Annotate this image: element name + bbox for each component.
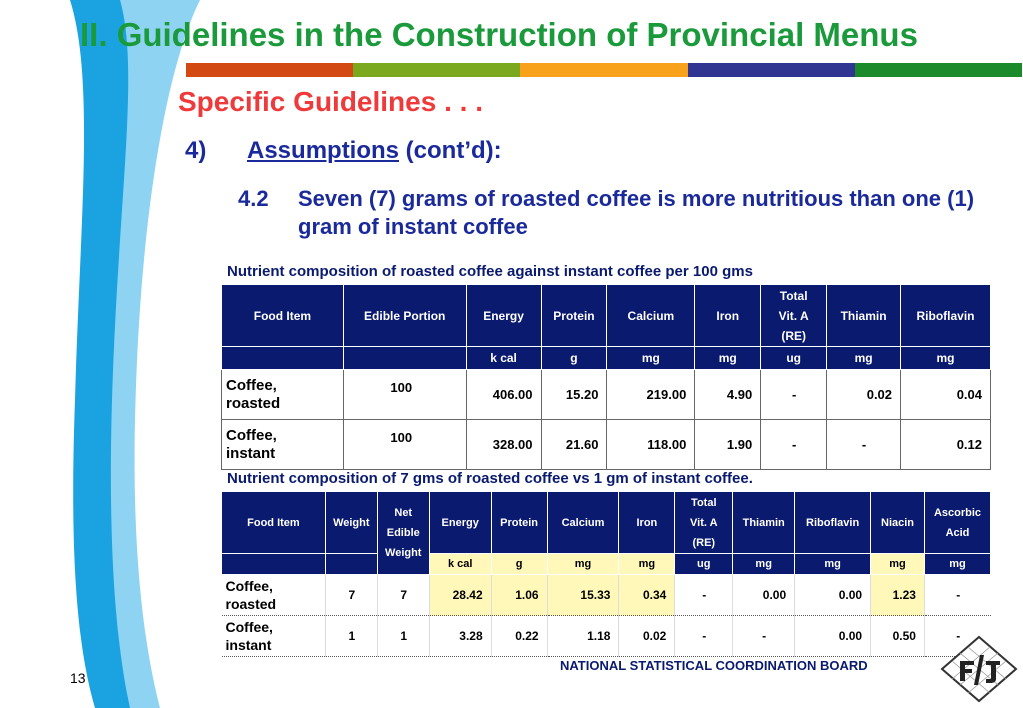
point-heading <box>185 137 502 165</box>
header-food-item: Food Item <box>222 285 344 347</box>
unit-thiamin: mg <box>827 347 901 370</box>
edible-cell: 100 <box>343 370 466 420</box>
thiamin-cell: - <box>733 616 795 657</box>
header-protein: Protein <box>491 492 547 554</box>
sub-point-text: Seven (7) grams of roasted coffee is more nutritious than one (1) gram of instant coffee <box>298 186 975 239</box>
calcium-cell: 15.33 <box>547 575 619 616</box>
food-line2: roasted <box>225 596 277 612</box>
header-food-item: Food Item <box>222 492 326 554</box>
food-line1: Coffee, <box>225 578 273 594</box>
color-bar <box>855 63 1022 77</box>
protein-cell: 0.22 <box>491 616 547 657</box>
energy-cell: 328.00 <box>466 420 541 470</box>
calcium-cell: 118.00 <box>607 420 695 470</box>
header-ascorbic-acid <box>924 492 990 554</box>
point-label: Assumptions <box>247 137 400 164</box>
calcium-cell: 219.00 <box>607 370 695 420</box>
title-text: Guidelines in the Construction of Provincial Menus <box>116 16 918 53</box>
iron-cell: 1.90 <box>695 420 761 470</box>
iron-cell: 4.90 <box>695 370 761 420</box>
table1-caption: Nutrient composition of roasted coffee against instant coffee per 100 gms <box>227 263 753 280</box>
food-line1: Coffee, <box>226 376 277 394</box>
iron-cell: 0.02 <box>619 616 675 657</box>
food-item-cell <box>222 575 326 616</box>
nscb-logo-icon <box>940 635 1018 703</box>
food-item-cell <box>222 370 344 420</box>
slide-title <box>80 16 918 54</box>
header-edible-portion: Edible Portion <box>343 285 466 347</box>
footer-organization: NATIONAL STATISTICAL COORDINATION BOARD <box>560 658 868 673</box>
niacin-cell: 0.50 <box>871 616 925 657</box>
color-bar-strip <box>186 63 1022 77</box>
slide-subtitle: Specific Guidelines . . . <box>178 86 483 117</box>
iron-cell: 0.34 <box>619 575 675 616</box>
header-energy: Energy <box>429 492 491 554</box>
unit-niacin: mg <box>871 554 925 575</box>
color-bar <box>688 63 855 77</box>
units-empty <box>343 347 466 370</box>
header-protein: Protein <box>541 285 607 347</box>
thiamin-cell: 0.02 <box>827 370 901 420</box>
header-net-line1: Net <box>394 507 413 519</box>
title-number: II. <box>80 16 108 53</box>
units-empty <box>222 347 344 370</box>
unit-protein: g <box>541 347 607 370</box>
unit-riboflavin: mg <box>901 347 991 370</box>
units-empty <box>325 554 377 575</box>
riboflavin-cell: 0.00 <box>795 616 871 657</box>
page-number: 13 <box>70 670 86 686</box>
color-bar <box>186 63 353 77</box>
header-riboflavin: Riboflavin <box>901 285 991 347</box>
unit-vit-a: ug <box>761 347 827 370</box>
protein-cell: 15.20 <box>541 370 607 420</box>
energy-cell: 406.00 <box>466 370 541 420</box>
riboflavin-cell: 0.12 <box>901 420 991 470</box>
protein-cell: 1.06 <box>491 575 547 616</box>
food-item-cell <box>222 616 326 657</box>
table-row <box>222 370 991 420</box>
header-calcium: Calcium <box>547 492 619 554</box>
niacin-cell: 1.23 <box>871 575 925 616</box>
color-bar <box>353 63 520 77</box>
header-iron: Iron <box>695 285 761 347</box>
weight-cell: 1 <box>325 616 377 657</box>
thiamin-cell: - <box>827 420 901 470</box>
ascorbic-cell: - <box>924 575 990 616</box>
header-net-edible-weight <box>377 492 429 575</box>
header-asc-line1: Ascorbic <box>933 506 982 519</box>
header-total-line1: Total <box>691 496 717 509</box>
food-line2: instant <box>226 444 276 462</box>
food-item-cell <box>222 420 344 470</box>
header-thiamin: Thiamin <box>827 285 901 347</box>
unit-iron: mg <box>619 554 675 575</box>
units-empty <box>222 554 326 575</box>
vit-a-cell: - <box>761 370 827 420</box>
sub-point-number: 4.2 <box>238 186 269 211</box>
header-total-line3: (RE) <box>692 536 716 549</box>
header-net-line3: Weight <box>385 547 422 559</box>
unit-riboflavin: mg <box>795 554 871 575</box>
energy-cell: 3.28 <box>429 616 491 657</box>
point-number: 4) <box>185 137 207 164</box>
header-weight: Weight <box>325 492 377 554</box>
thiamin-cell: 0.00 <box>733 575 795 616</box>
unit-ascorbic: mg <box>924 554 990 575</box>
table-row <box>222 575 991 616</box>
net-weight-cell: 1 <box>377 616 429 657</box>
header-energy: Energy <box>466 285 541 347</box>
header-total-line1: Total <box>779 288 808 303</box>
unit-iron: mg <box>695 347 761 370</box>
riboflavin-cell: 0.04 <box>901 370 991 420</box>
header-total-line2: Vit. A <box>690 516 718 529</box>
header-asc-line2: Acid <box>945 526 970 539</box>
header-net-line2: Edible <box>386 527 420 539</box>
header-riboflavin: Riboflavin <box>795 492 871 554</box>
header-total-line3: (RE) <box>781 328 806 343</box>
table2-caption: Nutrient composition of 7 gms of roasted coffee vs 1 gm of instant coffee. <box>227 470 753 487</box>
weight-cell: 7 <box>325 575 377 616</box>
header-thiamin: Thiamin <box>733 492 795 554</box>
table-row <box>222 420 991 470</box>
unit-thiamin: mg <box>733 554 795 575</box>
table-row <box>222 616 991 657</box>
color-bar <box>520 63 687 77</box>
header-niacin: Niacin <box>871 492 925 554</box>
point-suffix: (cont’d): <box>399 137 502 164</box>
edible-cell: 100 <box>343 420 466 470</box>
vit-a-cell: - <box>675 616 733 657</box>
unit-protein: g <box>491 554 547 575</box>
header-total-vit-a <box>761 285 827 347</box>
table-roasted-vs-instant-100g <box>221 284 991 470</box>
net-weight-cell: 7 <box>377 575 429 616</box>
food-line2: instant <box>225 637 272 653</box>
food-line2: roasted <box>226 394 281 412</box>
unit-vit-a: ug <box>675 554 733 575</box>
vit-a-cell: - <box>675 575 733 616</box>
food-line1: Coffee, <box>226 426 277 444</box>
header-calcium: Calcium <box>607 285 695 347</box>
riboflavin-cell: 0.00 <box>795 575 871 616</box>
header-iron: Iron <box>619 492 675 554</box>
energy-cell: 28.42 <box>429 575 491 616</box>
unit-calcium: mg <box>607 347 695 370</box>
table-7g-roasted-vs-1g-instant <box>221 491 991 657</box>
vit-a-cell: - <box>761 420 827 470</box>
protein-cell: 21.60 <box>541 420 607 470</box>
unit-energy: k cal <box>429 554 491 575</box>
header-total-vit-a <box>675 492 733 554</box>
unit-calcium: mg <box>547 554 619 575</box>
header-total-line2: Vit. A <box>778 308 809 323</box>
ascorbic-cell: - <box>924 616 990 657</box>
unit-energy: k cal <box>466 347 541 370</box>
food-line1: Coffee, <box>225 619 273 635</box>
decorative-swoosh <box>0 0 200 708</box>
calcium-cell: 1.18 <box>547 616 619 657</box>
